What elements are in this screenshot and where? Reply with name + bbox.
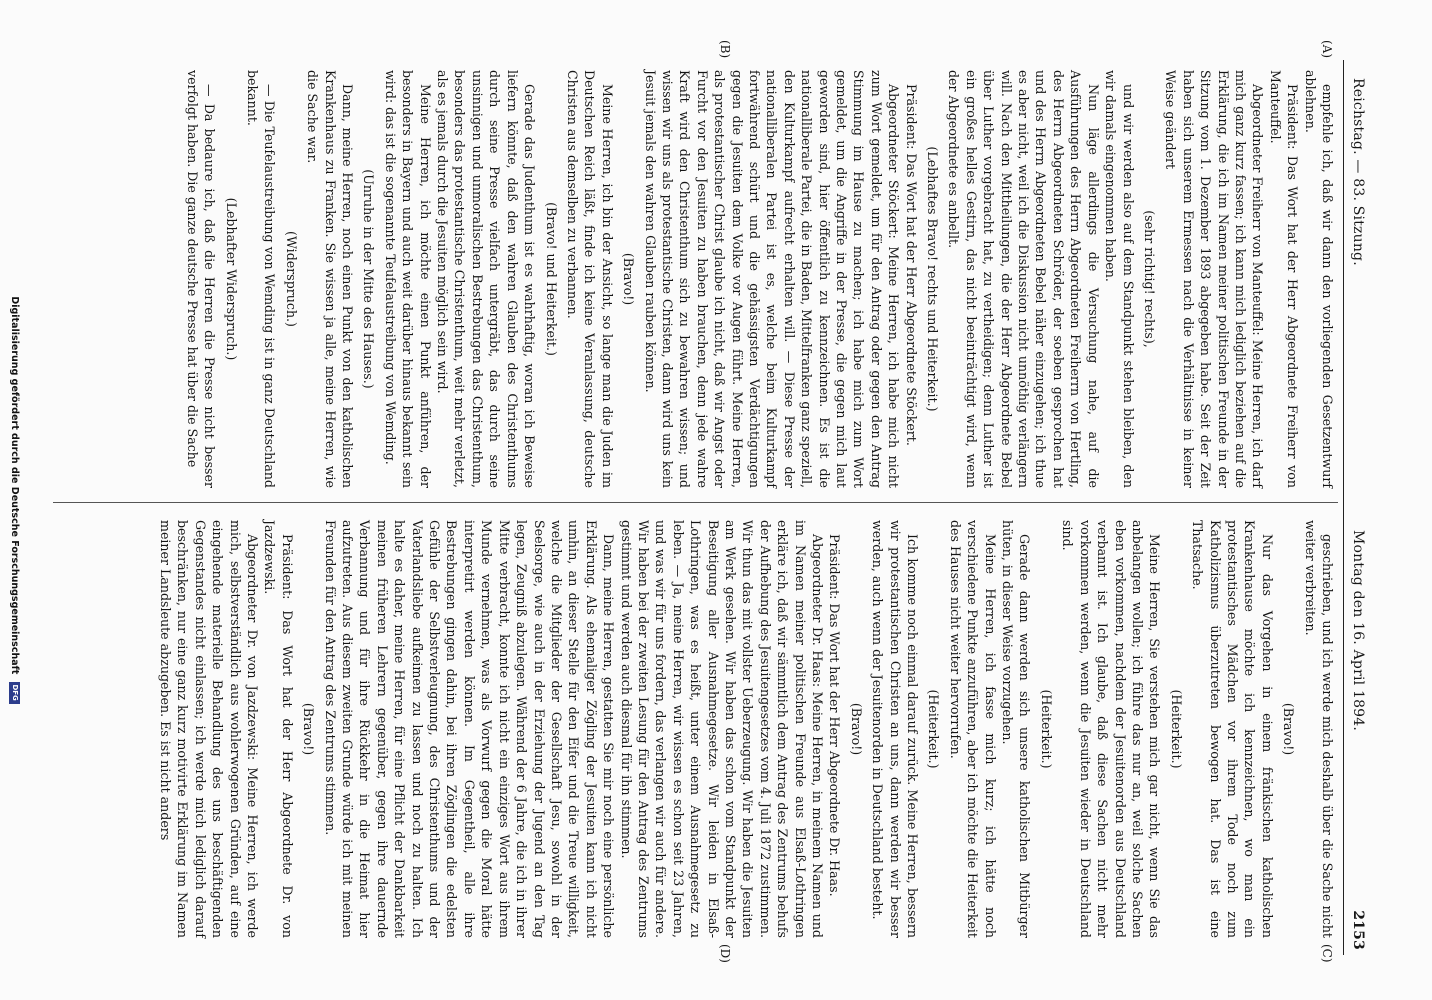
column-divider xyxy=(53,502,1338,503)
header-date: Montag den 16. April 1894. xyxy=(1350,530,1366,732)
paragraph: Dann, meine Herren, gestatten Sie mir noch eine persönliche Erklärung. Als ehemaliger Zögling der Jesuiten kann ich nicht umhin, an dieser Stelle für den Eifer und die Treue willigkeit, welche die Mitglieder der Gesellschaft Jesu, sowohl in der Seelsorge, wie auch in der Erziehung der Jugend an den Tag legen, Zeugniß abzulegen. Während der 6 Jahre, die ich in ihrer Mitte verbracht, konnte ich nicht ein einziges Wort aus ihrem Munde vernehmen, was als Vorwurf gegen die Moral hätte interpretirt werden können. Im Gegentheil, alle ihre Bestrebungen gingen dahin, bei ihren Zöglingen die edelsten Gefühle der Selbstverleugnung, des Christenthums und der Vaterlandsliebe aufkeimen zu lassen und noch zu halten. Ich halte es daher, meine Herren, für eine Pflicht der Dankbarkeit meinen früheren Lehrern gegenüber, gegen ihre dauernde Verbannung und für ihre Rückkehr in die Heimat hier aufzutreten. Aus diesem zweiten Grunde würde ich mit meinen Freunden für den Antrag des Zentrums stimmen. xyxy=(322,520,617,938)
paragraph: Nur das Vorgehen in einem fränkischen katholischen Krankenhause möchte ich kennzeichnen, wo man ein protestantisches Mädchen vor ihrem Tode noch zum Katholizismus überzutreten bewogen hat. Das ist eine Thatsache. xyxy=(1190,520,1275,938)
interjection: (Lebhaftes Bravo! rechts und Heiterkeit.) xyxy=(925,146,941,412)
paragraph: Gerade dann werden sich unsere katholischen Mitbürger hüten, in dieser Weise vorzugehen. xyxy=(1000,520,1033,938)
interjection: (Widerspruch.) xyxy=(283,231,299,327)
paragraph: Abgeordneter Stöckert: Meine Herren, ich habe mich nicht zum Wort gemeldet, um für den Antrag oder gegen den Antrag Stimmung im Hause zu machen; ich habe mich zum Wort gemeldet, um die Angriffe in der Presse, die gegen mich laut geworden sind, hier öffentlich zu kennzeichnen. Es ist die nationalliberale Partei, die in Baden, Mittelfranken ganz speziell, den Kulturkampf aufrecht erhalten will. — Diese Presse der nationalliberalen Partei ist es, welche beim Kulturkampf fortwährend schürt und die gehässigsten Verdächtigungen gegen die Jesuiten dem Volke vor Augen führt. Meine Herren, als protestantischer Christ glaube ich nicht, daß wir Angst oder Furcht vor den Jesuiten zu haben brauchen, denn jede wahre Kraft wird den Christenthum sich zu bewahren wissen; und wissen wir uns als protestantische Christen, dann wird uns kein Jesuit jemals den wahren Glauben rauben können. xyxy=(642,70,902,488)
paragraph: Präsident: Das Wort hat der Herr Abgeordnete Freiherr von Manteuffel. xyxy=(1267,70,1301,488)
margin-mark-c: (C) xyxy=(1320,944,1334,963)
header-left: Reichstag. — 83. Sitzung. xyxy=(1350,78,1366,266)
paragraph: Abgeordneter Dr. von Jazdzewski: Meine Herren, ich werde mich, selbstverständlich aus wohlerwogenen Gründen, auf eine eingehende materielle Behandlung des uns beschäftigenden Gegenstandes nicht einlassen; ich werde mich lediglich darauf beschränken, nur eine ganz kurz motivirte Erklärung im Namen meiner Landsleute abzugeben. Es ist nicht anders xyxy=(158,520,261,938)
paragraph: Präsident: Das Wort hat der Herr Abgeordnete Dr. Haas. xyxy=(827,534,843,897)
paragraph: Präsident: Das Wort hat der Herr Abgeordnete Stöckert. xyxy=(903,84,919,446)
margin-mark-d: (D) xyxy=(718,944,732,963)
footer-text: Digitalisierung gefördert durch die Deutsche Forschungsgemeinschaft xyxy=(9,296,20,675)
paragraph: Meine Herren, ich fasse mich kurz; ich hätte noch verschiedene Punkte anzuführen, aber ich möchte die Heiterkeit des Hauses nicht weiter hervorrufen. xyxy=(947,520,998,938)
paragraph: Abgeordneter Dr. Haas: Meine Herren, in meinem Namen und im Namen meiner politischen Freunde aus Elsaß-Lothringen erkläre ich, daß wir sämmtlich dem Antrag des Zentrums behufs der Aufhebung des Jesuitengesetzes vom 4. Juli 1872 zustimmen. Wir thun das mit vollster Ueberzeugung. Wir haben die Jesuiten am Werk gesehen. Wir haben das schon vom Standpunkt der Beseitigung aller Ausnahmegesetze. Wir leiden in Elsaß-Lothringen, was es heißt, unter einem Ausnahmegesetz zu leben. — Ja, meine Herren, wir wissen es schon seit 23 Jahren, und was wir für uns fordern, das verlangen wir auch für andere. Wir haben bei der zweiten Lesung für den Antrag des Zentrums gestimmt und werden auch diesmal für ihn stimmen. xyxy=(618,520,826,938)
paragraph: Meine Herren, ich möchte einen Punkt anführen, der besonders in Bayern und auch weit darüber hinaus bekannt sein wird: das ist die sogenannte Teufelaustreibung von Wemding. xyxy=(382,70,433,488)
margin-mark-a: (A) xyxy=(1320,40,1334,59)
margin-mark-b: (B) xyxy=(718,40,732,59)
header-rule xyxy=(1343,60,1344,955)
interjection: (Heiterkeit.) xyxy=(1168,689,1184,769)
paragraph: empfehle ich, daß wir dann den vorliegenden Gesetzentwurf ablehnen. xyxy=(1302,70,1335,488)
page-header xyxy=(1346,70,1366,950)
paragraph: Dann, meine Herren, noch einen Punkt von den katholischen Krankenhaus zu Franken. Sie wissen ja alle, meine Herren, wie die Sache war. xyxy=(305,70,356,488)
interjection: (Bravo!) xyxy=(301,702,317,756)
paragraph: Abgeordneter Freiherr von Manteuffel: Meine Herren, ich darf mich ganz kurz fassen; ich kann mich lediglich beziehen auf die Erklärung, die ich im Namen meiner politischen Freunde in der Sitzung vom 1. Dezember 1893 abgegeben habe. Seit der Zeit haben sich unserem Ermessen nach die Verhältnisse in keiner Weise geändert xyxy=(1163,70,1266,488)
paragraph: Meine Herren, ich bin der Ansicht, so lange man die Juden im Deutschen Reich läßt, finde ich keine Veranlassung, deutsche Christen aus demselben zu verbannen. xyxy=(564,70,615,488)
interjection: (Lebhafter Widerspruch.) xyxy=(223,197,239,361)
paragraph: geschrieben, und ich werde mich deshalb über die Sache nicht weiter verbreiten. xyxy=(1302,520,1335,938)
interjection: (Bravo!) xyxy=(848,702,864,756)
interjection: (Bravo!) xyxy=(1281,702,1297,756)
interjection: (Heiterkeit.) xyxy=(1038,689,1054,769)
left-column xyxy=(183,70,1336,488)
dfg-logo-icon: DFG xyxy=(9,682,20,704)
paragraph: — Die Teufelaustreibung von Wemding ist in ganz Deutschland bekannt. xyxy=(245,70,278,488)
interjection: (Bravo! und Heiterkeit.) xyxy=(543,202,559,356)
interjection: (Bravo!) xyxy=(621,252,637,306)
interjection: (sehr richtig! rechts), xyxy=(1141,210,1157,348)
page-number: 2153 xyxy=(1350,910,1366,950)
paragraph: Gerade das Judenthum ist es wahrhaftig, woran ich Beweise liefern könnte, daß den wahren Glauben des Christenthums durch seine Presse vielfach untergräbt, das durch seine unsinnigen und unmoralischen Bestrebungen das Christenthum, besonders das protestantische Christenthum, weit mehr verletzt, als es jemals durch die Jesuiten möglich sein wird. xyxy=(435,70,538,488)
interjection: (Heiterkeit.) xyxy=(926,689,942,769)
interjection: (Unruhe in der Mitte des Hauses.) xyxy=(361,169,377,389)
footer-credit xyxy=(2,0,20,1000)
paragraph: — Da bedaure ich, daß die Herren die Presse nicht besser verfolgt haben. Die ganze deutsche Presse hat über die Sache xyxy=(184,70,218,488)
paragraph: und wir werden also auf dem Standpunkt stehen bleiben, den wir damals eingenommen haben. xyxy=(1103,70,1136,488)
paragraph: Meine Herren, Sie verstehen mich gar nicht, wenn Sie das anbelangen wollen; ich führe das nur an, weil solche Sachen eben vorkommen, nachdem der Jesuitenorden aus Deutschland verbannt ist. Ich glaube, daß diese Sachen nicht mehr vorkommen werden, wenn die Jesuiten wieder in Deutschland sind. xyxy=(1060,520,1163,938)
paragraph: Nun läge allerdings die Versuchung nahe, auf die Ausführungen des Herrn Abgeordneten Freiherrn von Hertling, des Herrn Abgeordneten Schröder, der soeben gesprochen hat und des Herrn Abgeordneten Bebel näher einzugehen; ich thue es aber nicht, weil ich die Diskussion nicht unnöthig verlängern will. Nach den Mittheilungen, die der Herr Abgeordnete Bebel über Luther vorgebracht hat, zu vertheidigen; denn Luther ist ein großes helles Gestirn, das nicht beeinträchtigt wird, wenn der Abgeordnete es anbellt. xyxy=(946,70,1101,488)
paragraph: Präsident: Das Wort hat der Herr Abgeordnete Dr. von Jazdzewski. xyxy=(262,520,295,938)
right-column xyxy=(157,520,1336,938)
paragraph: Ich komme noch einmal darauf zurück. Meine Herren, bessern wir protestantischen Christen an uns, dann werden wir besser werden, auch wenn der Jesuitenorden in Deutschland besteht. xyxy=(870,520,921,938)
